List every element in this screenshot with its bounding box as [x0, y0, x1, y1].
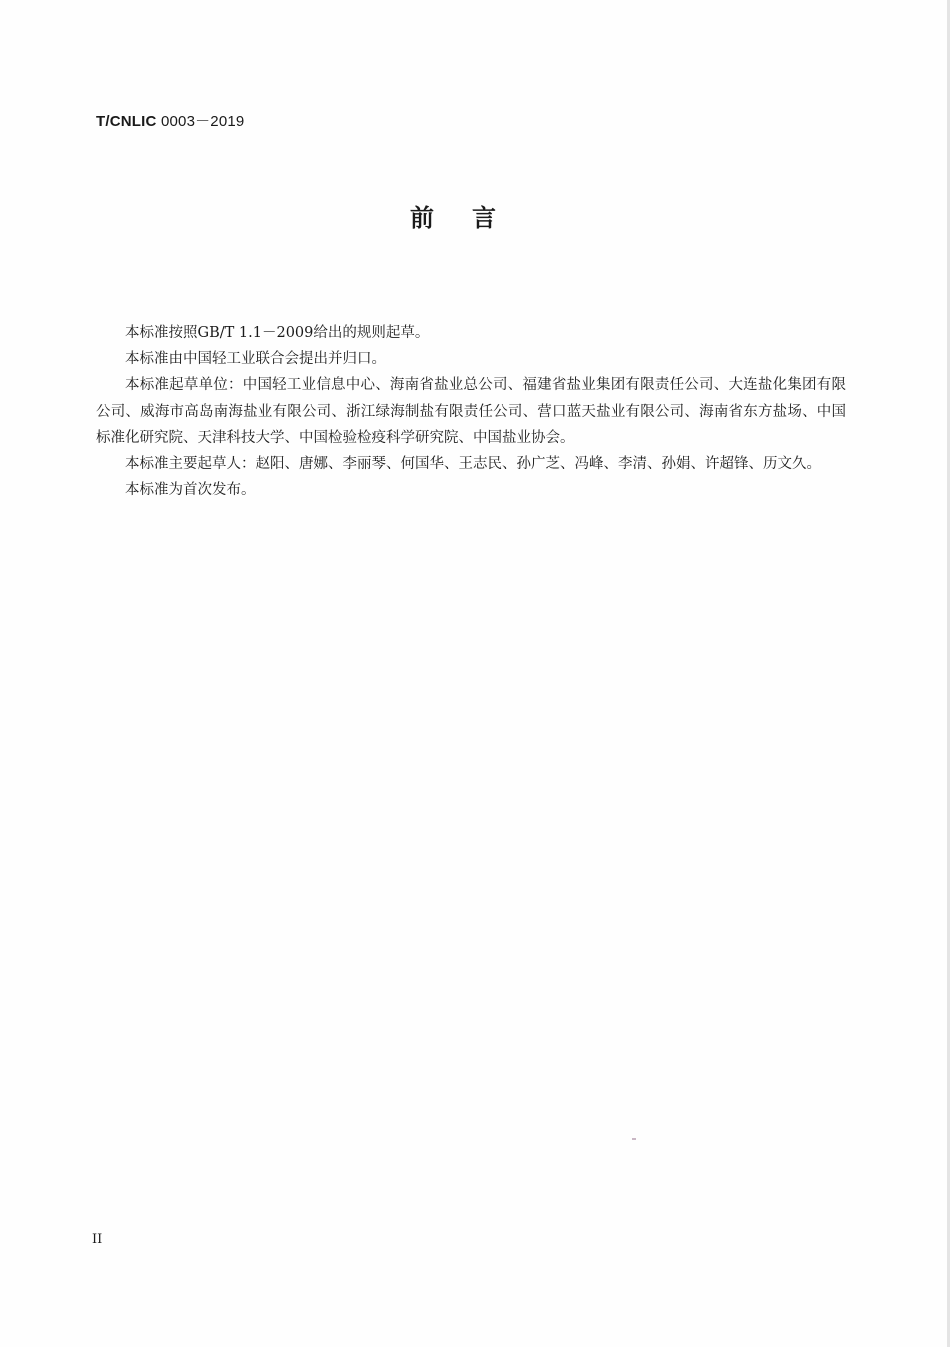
paragraph-drafting-rules: 本标准按照GB/T 1.1－2009给出的规则起草。 [125, 325, 430, 341]
paragraph-first-release: 本标准为首次发布。 [125, 482, 256, 499]
page-title: 前言 [410, 204, 534, 232]
standard-code: T/CNLIC [96, 113, 157, 130]
paragraph-drafters: 本标准主要起草人：赵阳、唐娜、李丽琴、何国华、王志民、孙广芝、冯峰、李清、孙娟、许超锋、历文久。 [125, 456, 821, 473]
page-number: II [92, 1232, 103, 1247]
paragraph-drafting-units: 本标准起草单位：中国轻工业信息中心、海南省盐业总公司、福建省盐业集团有限责任公司、大连盐化集团有限公司、威海市高岛南海盐业有限公司、浙江绿海制盐有限责任公司、营口蓝天盐业有限公司、海南省东方盐场、中国标准化研究院、天津科技大学、中国检验检疫科学研究院、中国盐业协会。 [96, 377, 846, 446]
paragraph-proposer: 本标准由中国轻工业联合会提出并归口。 [125, 351, 386, 368]
standard-code-header [96, 110, 244, 131]
scan-speck [632, 1138, 636, 1140]
foreword-body [96, 320, 846, 503]
standard-number: 0003－2019 [160, 113, 245, 130]
